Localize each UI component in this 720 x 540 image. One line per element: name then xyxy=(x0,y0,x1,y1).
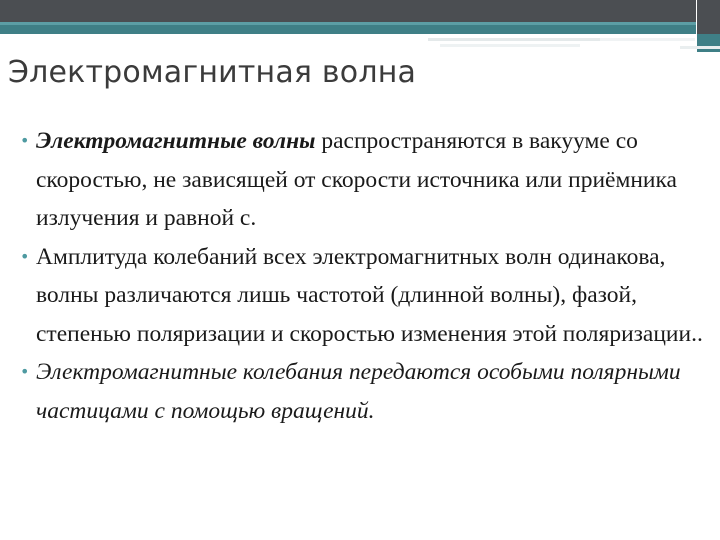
bullet-1-lead: Электромагнитные волны xyxy=(36,128,316,154)
bullet-3-text: Электромагнитные колебания передаются особыми полярными частицами с помощью вращений. xyxy=(36,359,681,424)
slide-body xyxy=(20,122,720,430)
header-accent-stripe xyxy=(0,25,696,34)
bullet-marker: • xyxy=(20,362,30,381)
bullet-1-text: распространяются в вакууме со скоростью, не зависящей от скорости источника или приёмника излучения и равной с. xyxy=(36,128,677,231)
bullet-item-3 xyxy=(20,353,720,430)
decorative-line xyxy=(600,38,695,41)
decorative-line xyxy=(680,46,720,49)
decorative-line xyxy=(440,44,580,47)
bullet-2-text: Амплитуда колебаний всех электромагнитных волн одинакова, волны различаются лишь частотой (длинной волны), фазой, степенью поляризации и скоростью изменения этой поляризации.. xyxy=(36,243,703,347)
bullet-marker: • xyxy=(20,246,30,266)
slide-title: Электромагнитная волна xyxy=(8,55,417,90)
bullet-item-1 xyxy=(20,122,720,238)
bullet-marker: • xyxy=(20,131,30,150)
corner-dark-block xyxy=(697,0,720,34)
bullet-item-2 xyxy=(20,238,720,354)
